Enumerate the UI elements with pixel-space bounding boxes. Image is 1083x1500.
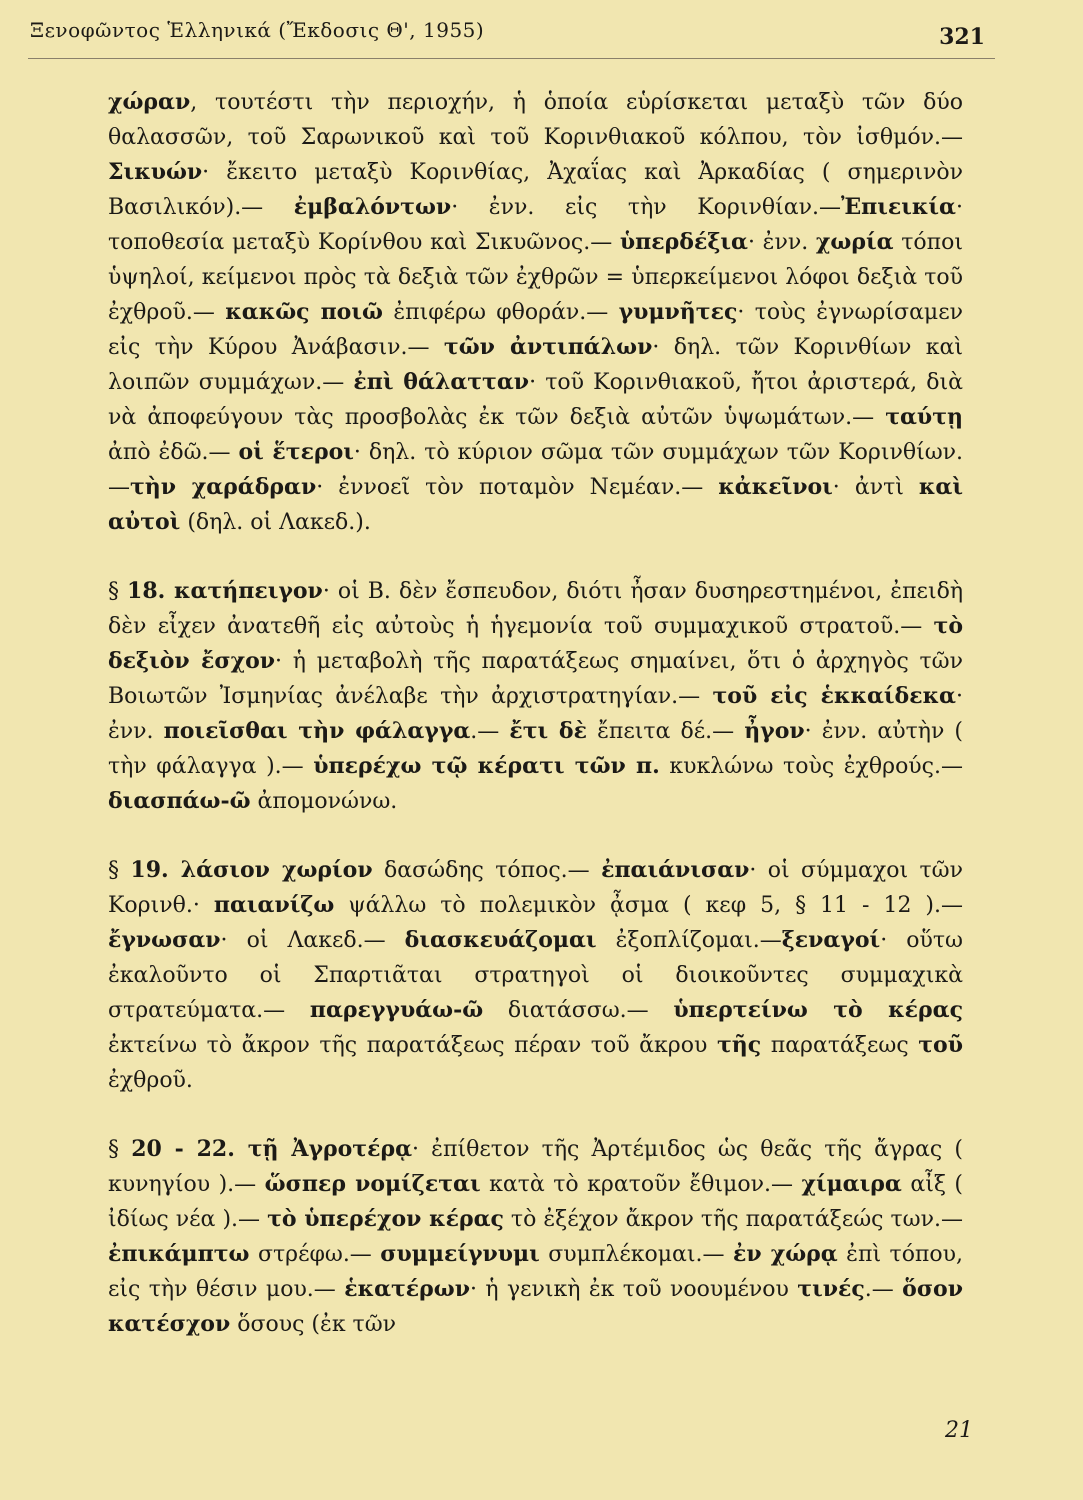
paragraph-intro: [108, 85, 963, 540]
lemma-term: ποιεῖσθαι τὴν φάλαγγα: [163, 718, 471, 744]
gloss-text: · οὕτω ἐκαλοῦντο οἱ Σπαρτιᾶται στρατηγοὶ οἱ διοικοῦντες συμμαχικὰ στρατεύματα.—: [108, 928, 963, 1023]
gloss-text: · τοῦ Κορινθιακοῦ, ἤτοι ἀριστερά, διὰ νὰ ἀποφεύγουν τὰς προσβολὰς ἐκ τῶν δεξιὰ αὐτῶν ὑψωμάτων.—: [108, 370, 963, 430]
gloss-text: ἐξοπλίζομαι.—: [596, 928, 782, 953]
lemma-term: ὑπερέχω τῷ κέρατι τῶν π.: [313, 753, 660, 779]
lemma-term: 18. κατήπειγον: [127, 578, 323, 604]
lemma-term: κακῶς ποιῶ: [225, 299, 383, 325]
gloss-text: συμπλέκομαι.—: [539, 1242, 733, 1267]
lemma-term: χωρία: [815, 229, 894, 255]
gloss-text: · τοὺς ἐγνωρίσαμεν εἰς τὴν Κύρου Ἀνάβασιν.—: [108, 300, 963, 360]
gloss-text: ἐκτείνω τὸ ἄκρον τῆς παρατάξεως πέραν τοῦ ἄκρου: [108, 1033, 717, 1058]
gloss-text: , τουτέστι τὴν περιοχήν, ἡ ὁποία εὑρίσκεται μεταξὺ τῶν δύο θαλασσῶν, τοῦ Σαρωνικοῦ καὶ τοῦ Κορινθιακοῦ κόλπου, τὸν ἰσθμόν.—: [108, 90, 963, 150]
gloss-text: ἐπιφέρω φθοράν.—: [382, 300, 619, 325]
gloss-text: §: [108, 858, 131, 883]
signature-mark: 21: [945, 1418, 973, 1443]
lemma-term: ταύτῃ: [885, 404, 963, 430]
gloss-text: · τοποθεσία μεταξὺ Κορίνθου καὶ Σικυῶνος.—: [108, 195, 963, 255]
gloss-text: · ἡ γενικὴ ἐκ τοῦ νοουμένου: [470, 1277, 798, 1302]
lemma-term: ἔγνωσαν: [108, 927, 221, 953]
gloss-text: · ἐνν.: [108, 684, 963, 744]
gloss-text: · ἐνν. εἰς τὴν Κορινθίαν.—: [451, 195, 841, 220]
lemma-term: συμμείγνυμι: [380, 1241, 540, 1267]
gloss-text: · οἱ Λακεδ.—: [220, 928, 405, 953]
lemma-term: Ἐπιεικία: [840, 194, 956, 220]
gloss-text: · ἐνν. αὐτὴν ( τὴν φάλαγγα ).—: [108, 719, 963, 779]
lemma-term: τινές: [797, 1276, 865, 1302]
lemma-term: ὥσπερ νομίζεται: [264, 1171, 481, 1197]
gloss-text: δασώδης τόπος.—: [372, 858, 602, 883]
running-title: Ξενοφῶντος Ἑλληνικά (Ἔκδοσις Θ', 1955): [30, 18, 485, 42]
lemma-term: ξεναγοί: [781, 927, 881, 953]
gloss-text: ἀπομονώνω.: [250, 789, 398, 814]
lemma-term: ἐπικάμπτω: [108, 1241, 250, 1267]
lemma-term: Σικυών: [108, 159, 203, 185]
lemma-term: ἦγον: [744, 718, 805, 744]
lemma-term: ὅσον κατέσχον: [108, 1276, 963, 1337]
lemma-term: τῆς: [716, 1032, 762, 1058]
gloss-text: διατάσσω.—: [483, 998, 674, 1023]
gloss-text: · ἡ μεταβολὴ τῆς παρατάξεως σημαίνει, ὅτι ὁ ἀρχηγὸς τῶν Βοιωτῶν Ἰσμηνίας ἀνέλαβε τὴν ἀρχιστρατηγίαν.—: [108, 649, 963, 709]
gloss-text: στρέφω.—: [249, 1242, 381, 1267]
gloss-text: ὅσους (ἐκ τῶν: [230, 1312, 397, 1337]
gloss-text: ἐχθροῦ.: [108, 1068, 193, 1093]
paragraph-section-19: [108, 853, 963, 1098]
gloss-text: · δηλ. τῶν Κορινθίων καὶ λοιπῶν συμμάχων.—: [108, 335, 964, 395]
gloss-text: §: [108, 1137, 132, 1162]
gloss-text: · οἱ σύμμαχοι τῶν Κορινθ.·: [108, 858, 963, 918]
gloss-text: τὸ ἐξέχον ἄκρον τῆς παρατάξεώς των.—: [503, 1207, 963, 1232]
gloss-text: · ἐνν.: [747, 230, 816, 255]
gloss-text: παρατάξεως: [761, 1033, 919, 1058]
paragraph-section-18: [108, 574, 963, 819]
gloss-text: ἔπειτα δέ.—: [586, 719, 745, 744]
lemma-term: ὑπερτείνω τὸ κέρας: [673, 997, 963, 1023]
lemma-term: παρεγγυάω-ῶ: [309, 997, 484, 1023]
lemma-term: γυμνῆτες: [618, 299, 738, 325]
gloss-text: τόποι ὑψηλοί, κείμενοι πρὸς τὰ δεξιὰ τῶν ἐχθρῶν = ὑπερκείμενοι λόφοι δεξιὰ τοῦ ἐχθροῦ.—: [108, 230, 963, 325]
gloss-text: κυκλώνω τοὺς ἐχθρούς.—: [659, 754, 964, 779]
gloss-text: · ἐννοεῖ τὸν ποταμὸν Νεμέαν.—: [316, 475, 719, 500]
gloss-text: · ἀντὶ: [832, 475, 919, 500]
lemma-term: καὶ αὐτοὶ: [108, 474, 963, 535]
lemma-term: ἔτι δὲ: [509, 718, 587, 744]
paragraph-section-20-22: [108, 1132, 963, 1342]
lemma-term: ἐπὶ θάλατταν: [353, 369, 530, 395]
gloss-text: ψάλλω τὸ πολεμικὸν ᾆσμα ( κεφ 5, § 11 - 12 ).—: [334, 893, 964, 918]
lemma-term: 19. λάσιον χωρίον: [130, 857, 373, 883]
gloss-text: · ἐπίθετον τῆς Ἀρτέμιδος ὡς θεᾶς τῆς ἄγρας ( κυνηγίου ).—: [108, 1137, 963, 1197]
gloss-text: (δηλ. οἱ Λακεδ.).: [180, 510, 371, 535]
gloss-text: ἀπὸ ἐδῶ.—: [108, 440, 239, 465]
lemma-term: ἐν χώρᾳ: [732, 1241, 838, 1267]
lemma-term: οἱ ἕτεροι: [238, 439, 354, 465]
page-number: 321: [939, 24, 985, 50]
gloss-text: §: [108, 579, 128, 604]
lemma-term: παιανίζω: [213, 892, 335, 918]
lemma-term: διασκευάζομαι: [404, 927, 597, 953]
lemma-term: κἀκεῖνοι: [718, 474, 833, 500]
gloss-text: ἐπὶ τόπου, εἰς τὴν θέσιν μου.—: [108, 1242, 964, 1302]
lemma-term: χίμαιρα: [801, 1171, 902, 1197]
gloss-text: .—: [470, 719, 510, 744]
lemma-term: 20 - 22. τῇ Ἀγροτέρᾳ: [131, 1136, 413, 1162]
lemma-term: χώραν: [108, 89, 191, 115]
lemma-term: ἐμβαλόντων: [293, 194, 452, 220]
lemma-term: τοῦ: [918, 1032, 963, 1058]
gloss-text: · δηλ. τὸ κύριον σῶμα τῶν συμμάχων τῶν Κορινθίων.—: [108, 440, 964, 500]
lemma-term: ἑκατέρων: [344, 1276, 471, 1302]
lemma-term: τὸ δεξιὸν ἔσχον: [108, 613, 963, 674]
gloss-text: · οἱ Β. δὲν ἔσπευδον, διότι ἦσαν δυσηρεστημένοι, ἐπειδὴ δὲν εἶχεν ἀνατεθῆ εἰς αὐτοὺς ἡ ἡγεμονία τοῦ συμμαχικοῦ στρατοῦ.—: [108, 579, 964, 639]
lemma-term: διασπάω-ῶ: [108, 788, 251, 814]
lemma-term: τῶν ἀντιπάλων: [443, 334, 653, 360]
lemma-term: τὸ ὑπερέχον κέρας: [267, 1206, 504, 1232]
gloss-text: κατὰ τὸ κρατοῦν ἔθιμον.—: [480, 1172, 802, 1197]
gloss-text: · ἔκειτο μεταξὺ Κορινθίας, Ἀχαΐας καὶ Ἀρκαδίας ( σημερινὸν Βασιλικόν).—: [108, 160, 963, 220]
lemma-term: τοῦ εἰς ἑκκαίδεκα: [712, 683, 956, 709]
commentary-text: [108, 85, 963, 1342]
lemma-term: ἐπαιάνισαν: [601, 857, 750, 883]
lemma-term: ὑπερδέξια: [619, 229, 748, 255]
gloss-text: .—: [864, 1277, 903, 1302]
header-rule: [28, 58, 995, 59]
lemma-term: τὴν χαράδραν: [130, 474, 317, 500]
gloss-text: αἶξ ( ἰδίως νέα ).—: [108, 1172, 964, 1232]
